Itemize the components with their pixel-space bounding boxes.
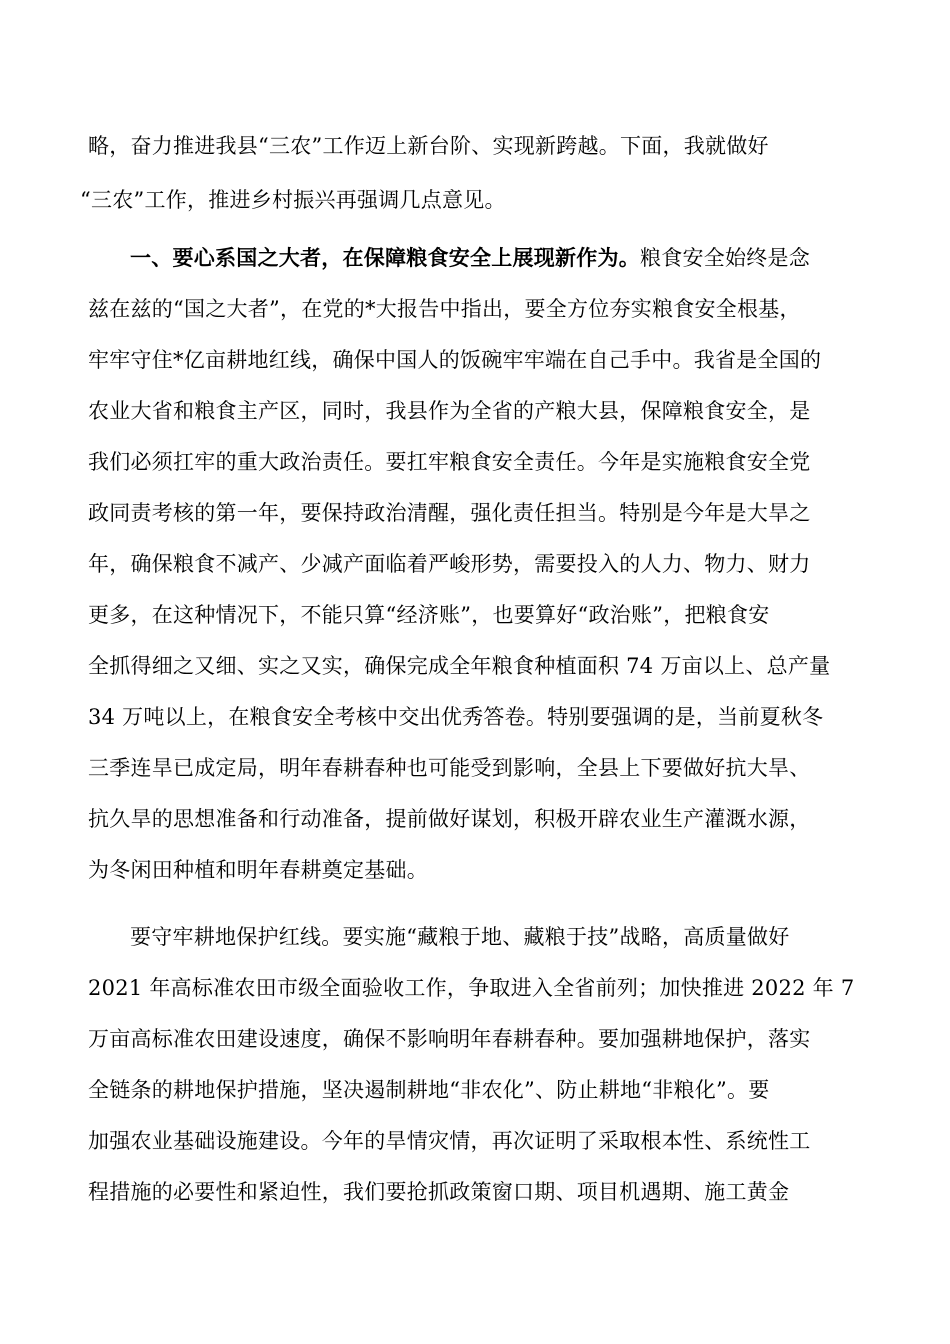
- text-line: 更多，在这种情况下，不能只算“经济账”，也要算好“政治账”，把粮食安: [88, 603, 770, 627]
- text-line: 34 万吨以上，在粮食安全考核中交出优秀答卷。特别要强调的是，当前夏秋冬: [88, 705, 824, 729]
- text-line: 全链条的耕地保护措施，坚决遏制耕地“非农化”、防止耕地“非粮化”。要: [88, 1078, 770, 1102]
- text-line: 全抓得细之又细、实之又实，确保完成全年粮食种植面积 74 万亩以上、总产量: [88, 654, 831, 678]
- text-line: 略，奋力推进我县“三农”工作迈上新台阶、实现新跨越。下面，我就做好: [88, 134, 769, 158]
- text-line: 年，确保粮食不减产、少减产面临着严峻形势，需要投入的人力、物力、财力: [88, 552, 811, 576]
- section-heading: 一、要心系国之大者，在保障粮食安全上展现新作为。: [130, 245, 640, 270]
- section-paragraph-start: [130, 243, 870, 273]
- text-line: 三季连旱已成定局，明年春耕春种也可能受到影响，全县上下要做好抗大旱、: [88, 756, 811, 780]
- text-line: 农业大省和粮食主产区，同时，我县作为全省的产粮大县，保障粮食安全，是: [88, 399, 811, 423]
- text-line: 政同责考核的第一年，要保持政治清醒，强化责任担当。特别是今年是大旱之: [88, 501, 811, 525]
- text-line: 抗久旱的思想准备和行动准备，提前做好谋划，积极开辟农业生产灌溉水源，: [88, 807, 811, 831]
- text-line: “三农”工作，推进乡村振兴再强调几点意见。: [80, 188, 506, 212]
- text-line: 我们必须扛牢的重大政治责任。要扛牢粮食安全责任。今年是实施粮食安全党: [88, 450, 811, 474]
- text-line: 粮食安全始终是念: [640, 246, 810, 270]
- text-line: 万亩高标准农田建设速度，确保不影响明年春耕春种。要加强耕地保护，落实: [88, 1027, 811, 1051]
- text-line: 牢牢守住*亿亩耕地红线，确保中国人的饭碗牢牢端在自己手中。我省是全国的: [88, 348, 822, 372]
- text-line: 为冬闲田种植和明年春耕奠定基础。: [88, 858, 428, 882]
- text-line: 程措施的必要性和紧迫性，我们要抢抓政策窗口期、项目机遇期、施工黄金: [88, 1180, 790, 1204]
- text-line: 加强农业基础设施建设。今年的旱情灾情，再次证明了采取根本性、系统性工: [88, 1129, 811, 1153]
- text-line: 2021 年高标准农田市级全面验收工作，争取进入全省前列；加快推进 2022 年 7: [88, 976, 855, 1000]
- text-line: 兹在兹的“国之大者”，在党的*大报告中指出，要全方位夯实粮食安全根基，: [88, 297, 801, 321]
- text-line: 要守牢耕地保护红线。要实施“藏粮于地、藏粮于技”战略，高质量做好: [130, 925, 790, 949]
